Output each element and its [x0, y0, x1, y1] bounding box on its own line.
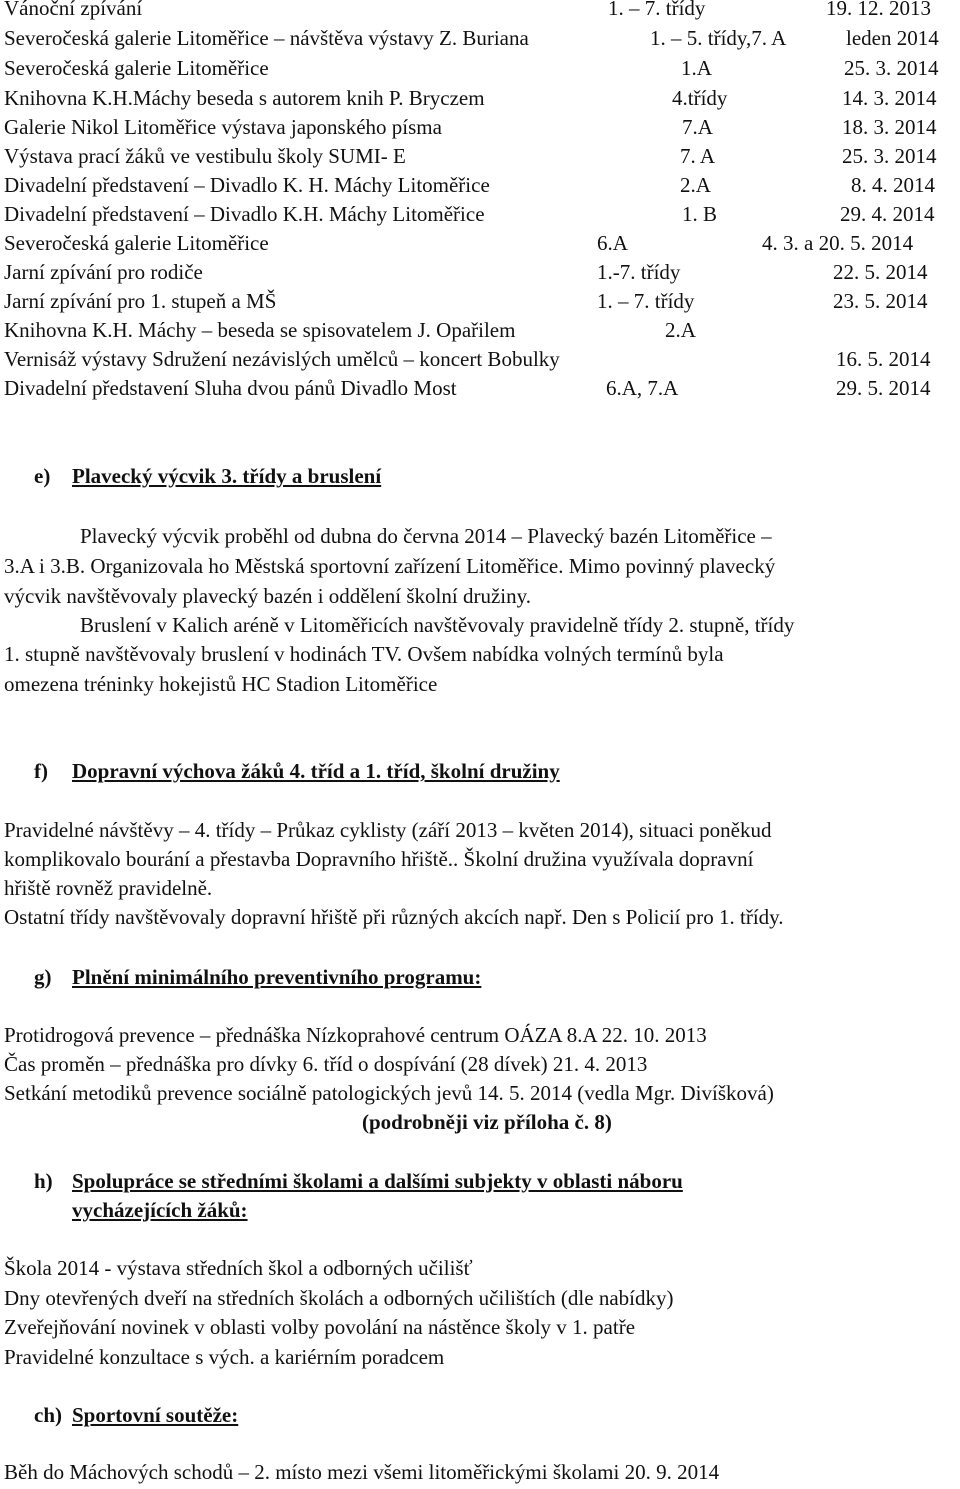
event-row: [4, 231, 956, 259]
event-date: 29. 4. 2014: [840, 202, 935, 226]
event-date: 25. 3. 2014: [842, 144, 937, 168]
event-date: 19. 12. 2013: [826, 0, 931, 20]
event-name: Divadelní představení – Divadlo K. H. Máchy Litoměřice: [4, 173, 490, 197]
section-ch-heading: [34, 1403, 238, 1428]
event-name: Divadelní představení – Divadlo K.H. Máchy Litoměřice: [4, 202, 485, 226]
section-g-title: Plnění minimálního preventivního programu:: [72, 965, 482, 989]
event-date: leden 2014: [846, 26, 939, 50]
section-e-line: 1. stupně navštěvovaly bruslení v hodinách TV. Ovšem nabídka volných termínů byla: [4, 642, 724, 666]
section-g-line: Setkání metodiků prevence sociálně patologických jevů 14. 5. 2014 (vedla Mgr. Divíšková): [4, 1081, 774, 1105]
event-name: Jarní zpívání pro 1. stupeň a MŠ: [4, 289, 277, 313]
event-class: 2.A: [680, 173, 711, 197]
section-e-line: Bruslení v Kalich aréně v Litoměřicích navštěvovaly pravidelně třídy 2. stupně, třídy: [80, 613, 795, 637]
section-f-heading: [34, 759, 560, 784]
event-name: Severočeská galerie Litoměřice – návštěva výstavy Z. Buriana: [4, 26, 529, 50]
event-row: [4, 173, 956, 201]
event-class: 6.A, 7.A: [606, 376, 679, 400]
event-row: [4, 289, 956, 317]
section-h-heading: [34, 1169, 683, 1194]
section-h-line: Škola 2014 - výstava středních škol a odborných učilišť: [4, 1256, 473, 1280]
section-f-line: komplikovalo bourání a přestavba Dopravního hřiště.. Školní družina využívala dopravní: [4, 847, 754, 871]
section-e-line: 3.A i 3.B. Organizovala ho Městská sportovní zařízení Litoměřice. Mimo povinný plavecký: [4, 554, 776, 578]
event-class: 7. A: [680, 144, 716, 168]
event-date: 16. 5. 2014: [836, 347, 931, 371]
section-g-note: (podrobněji viz příloha č. 8): [362, 1110, 612, 1134]
event-row: [4, 0, 956, 24]
section-g-label: g): [34, 965, 52, 989]
section-f-line: hřiště rovněž pravidelně.: [4, 876, 213, 900]
event-class: 6.A: [597, 231, 628, 255]
event-name: Divadelní představení Sluha dvou pánů Divadlo Most: [4, 376, 457, 400]
event-row: [4, 318, 956, 346]
section-e-line: Plavecký výcvik proběhl od dubna do června 2014 – Plavecký bazén Litoměřice –: [80, 524, 772, 548]
section-ch-label: ch): [34, 1403, 62, 1427]
section-e-title: Plavecký výcvik 3. třídy a bruslení: [72, 464, 382, 488]
section-f-label: f): [34, 759, 48, 783]
event-date: 8. 4. 2014: [851, 173, 935, 197]
event-name: Vernisáž výstavy Sdružení nezávislých umělců – koncert Bobulky: [4, 347, 560, 371]
event-row: [4, 347, 956, 375]
event-name: Galerie Nikol Litoměřice výstava japonského písma: [4, 115, 442, 139]
section-f-line: Ostatní třídy navštěvovaly dopravní hřiště při různých akcích např. Den s Policií pro 1. třídy.: [4, 905, 784, 929]
section-e-line: výcvik navštěvovaly plavecký bazén i oddělení školní družiny.: [4, 584, 531, 608]
section-ch-title: Sportovní soutěže:: [72, 1403, 239, 1427]
section-h-title-line2-wrap: [72, 1198, 248, 1223]
event-name: Jarní zpívání pro rodiče: [4, 260, 203, 284]
section-h-line: Pravidelné konzultace s vých. a kariérním poradcem: [4, 1345, 445, 1369]
event-row: [4, 56, 956, 84]
event-date: 4. 3. a 20. 5. 2014: [762, 231, 914, 255]
event-class: 7.A: [682, 115, 713, 139]
event-class: 1. – 7. třídy: [597, 289, 695, 313]
event-class: 1.-7. třídy: [597, 260, 681, 284]
section-e-label: e): [34, 464, 51, 488]
section-h-label: h): [34, 1169, 53, 1193]
event-date: 29. 5. 2014: [836, 376, 931, 400]
event-name: Knihovna K.H. Máchy – beseda se spisovatelem J. Opařilem: [4, 318, 516, 342]
event-class: 2.A: [665, 318, 696, 342]
event-row: [4, 144, 956, 172]
section-h-line: Dny otevřených dveří na středních školách a odborných učilištích (dle nabídky): [4, 1286, 674, 1310]
section-e-heading: [34, 464, 381, 489]
section-h-title-line1: Spolupráce se středními školami a dalšími subjekty v oblasti náboru: [72, 1169, 683, 1193]
event-class: 1. – 7. třídy: [608, 0, 706, 20]
section-ch-line: Běh do Máchových schodů – 2. místo mezi všemi litoměřickými školami 20. 9. 2014: [4, 1460, 720, 1484]
section-e-line: omezena tréninky hokejistů HC Stadion Litoměřice: [4, 672, 438, 696]
section-g-line: Protidrogová prevence – přednáška Nízkoprahové centrum OÁZA 8.A 22. 10. 2013: [4, 1023, 707, 1047]
event-date: 23. 5. 2014: [833, 289, 928, 313]
event-row: [4, 260, 956, 288]
event-class: 4.třídy: [672, 86, 728, 110]
event-date: 14. 3. 2014: [842, 86, 937, 110]
event-class: 1. B: [682, 202, 718, 226]
event-class: 1.A: [681, 56, 712, 80]
event-class: 1. – 5. třídy,7. A: [650, 26, 787, 50]
section-h-line: Zveřejňování novinek v oblasti volby povolání na nástěnce školy v 1. patře: [4, 1315, 636, 1339]
section-f-title: Dopravní výchova žáků 4. tříd a 1. tříd, školní družiny: [72, 759, 560, 783]
event-date: 22. 5. 2014: [833, 260, 928, 284]
event-row: [4, 115, 956, 143]
event-name: Severočeská galerie Litoměřice: [4, 231, 269, 255]
event-name: Výstava prací žáků ve vestibulu školy SUMI- E: [4, 144, 406, 168]
event-date: 18. 3. 2014: [842, 115, 937, 139]
event-row: [4, 202, 956, 230]
event-name: Vánoční zpívání: [4, 0, 143, 20]
event-date: 25. 3. 2014: [844, 56, 939, 80]
event-name: Severočeská galerie Litoměřice: [4, 56, 269, 80]
section-g-line: Čas proměn – přednáška pro dívky 6. tříd o dospívání (28 dívek) 21. 4. 2013: [4, 1052, 648, 1076]
event-row: [4, 86, 956, 114]
section-f-line: Pravidelné návštěvy – 4. třídy – Průkaz cyklisty (září 2013 – květen 2014), situaci poněkud: [4, 818, 772, 842]
event-row: [4, 376, 956, 404]
section-g-heading: [34, 965, 481, 990]
event-row: [4, 26, 956, 54]
section-h-title-line2: vycházejících žáků:: [72, 1198, 248, 1222]
event-name: Knihovna K.H.Máchy beseda s autorem knih P. Bryczem: [4, 86, 485, 110]
